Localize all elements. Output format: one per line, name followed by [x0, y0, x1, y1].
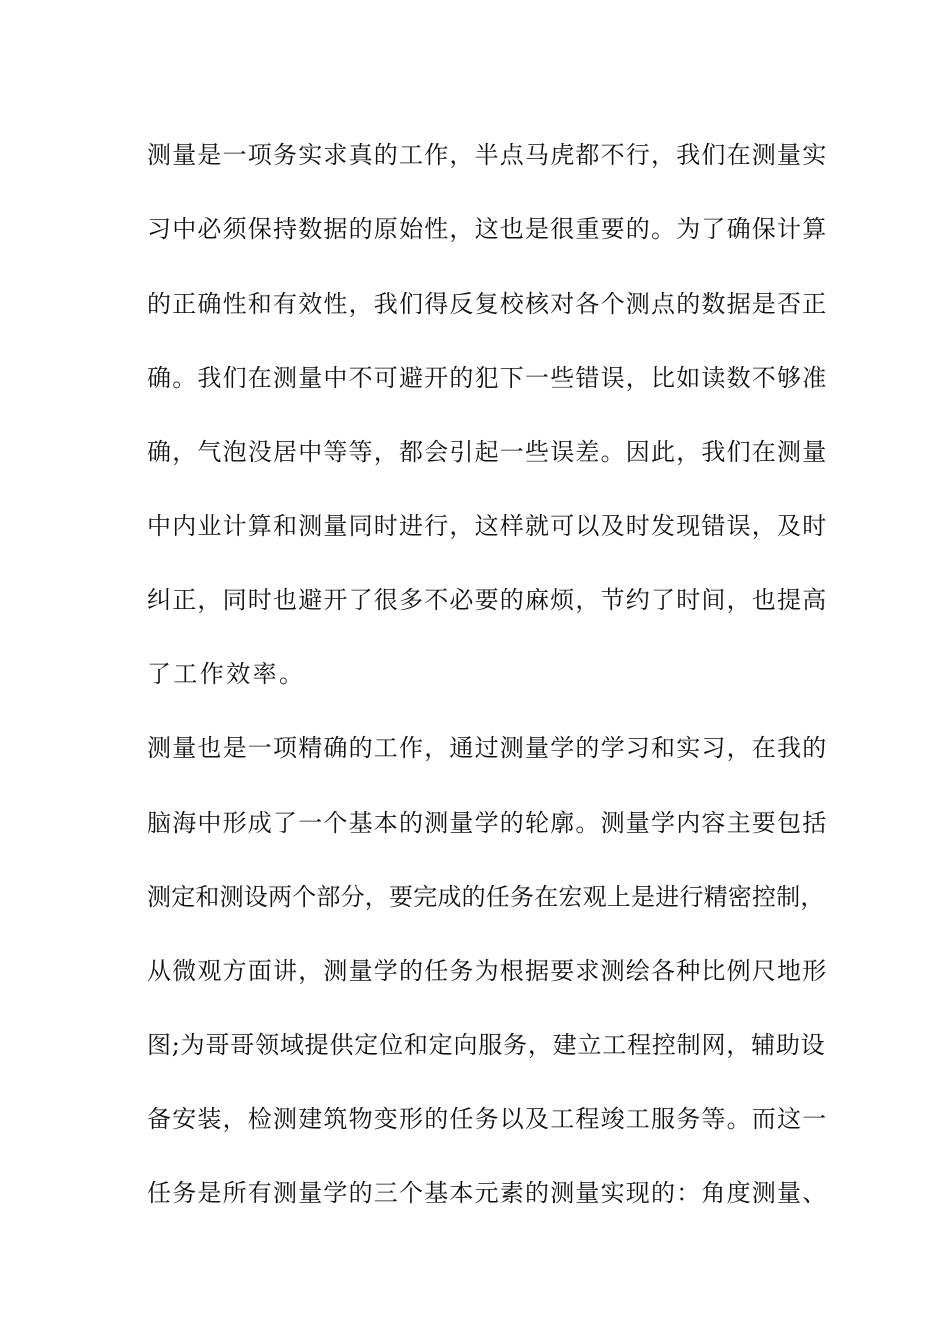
text-line: 测定和测设两个部分，要完成的任务在宏观上是进行精密控制，: [147, 883, 825, 911]
text-line: 确。我们在测量中不可避开的犯下一些错误，比如读数不够准: [147, 364, 828, 392]
text-line: 了工作效率。: [147, 660, 306, 688]
text-line: 测量是一项务实求真的工作，半点马虎都不行，我们在测量实: [147, 141, 828, 169]
text-line: 脑海中形成了一个基本的测量学的轮廓。测量学内容主要包括: [147, 809, 828, 837]
text-line: 中内业计算和测量同时进行，这样就可以及时发现错误，及时: [147, 512, 828, 540]
text-line: 纠正，同时也避开了很多不必要的麻烦，节约了时间，也提高: [147, 586, 828, 614]
text-line: 确，气泡没居中等等，都会引起一些误差。因此，我们在测量: [147, 438, 828, 466]
text-line: 图;为哥哥领域提供定位和定向服务，建立工程控制网，辅助设: [147, 1031, 826, 1059]
text-line: 备安装，检测建筑物变形的任务以及工程竣工服务等。而这一: [147, 1105, 828, 1133]
text-line: 的正确性和有效性，我们得反复校核对各个测点的数据是否正: [147, 290, 828, 318]
text-line: 习中必须保持数据的原始性，这也是很重要的。为了确保计算: [147, 215, 828, 243]
text-line: 任务是所有测量学的三个基本元素的测量实现的：角度测量、: [147, 1179, 828, 1207]
text-line: 测量也是一项精确的工作，通过测量学的学习和实习，在我的: [147, 734, 828, 762]
text-line: 从微观方面讲，测量学的任务为根据要求测绘各种比例尺地形: [147, 957, 828, 985]
